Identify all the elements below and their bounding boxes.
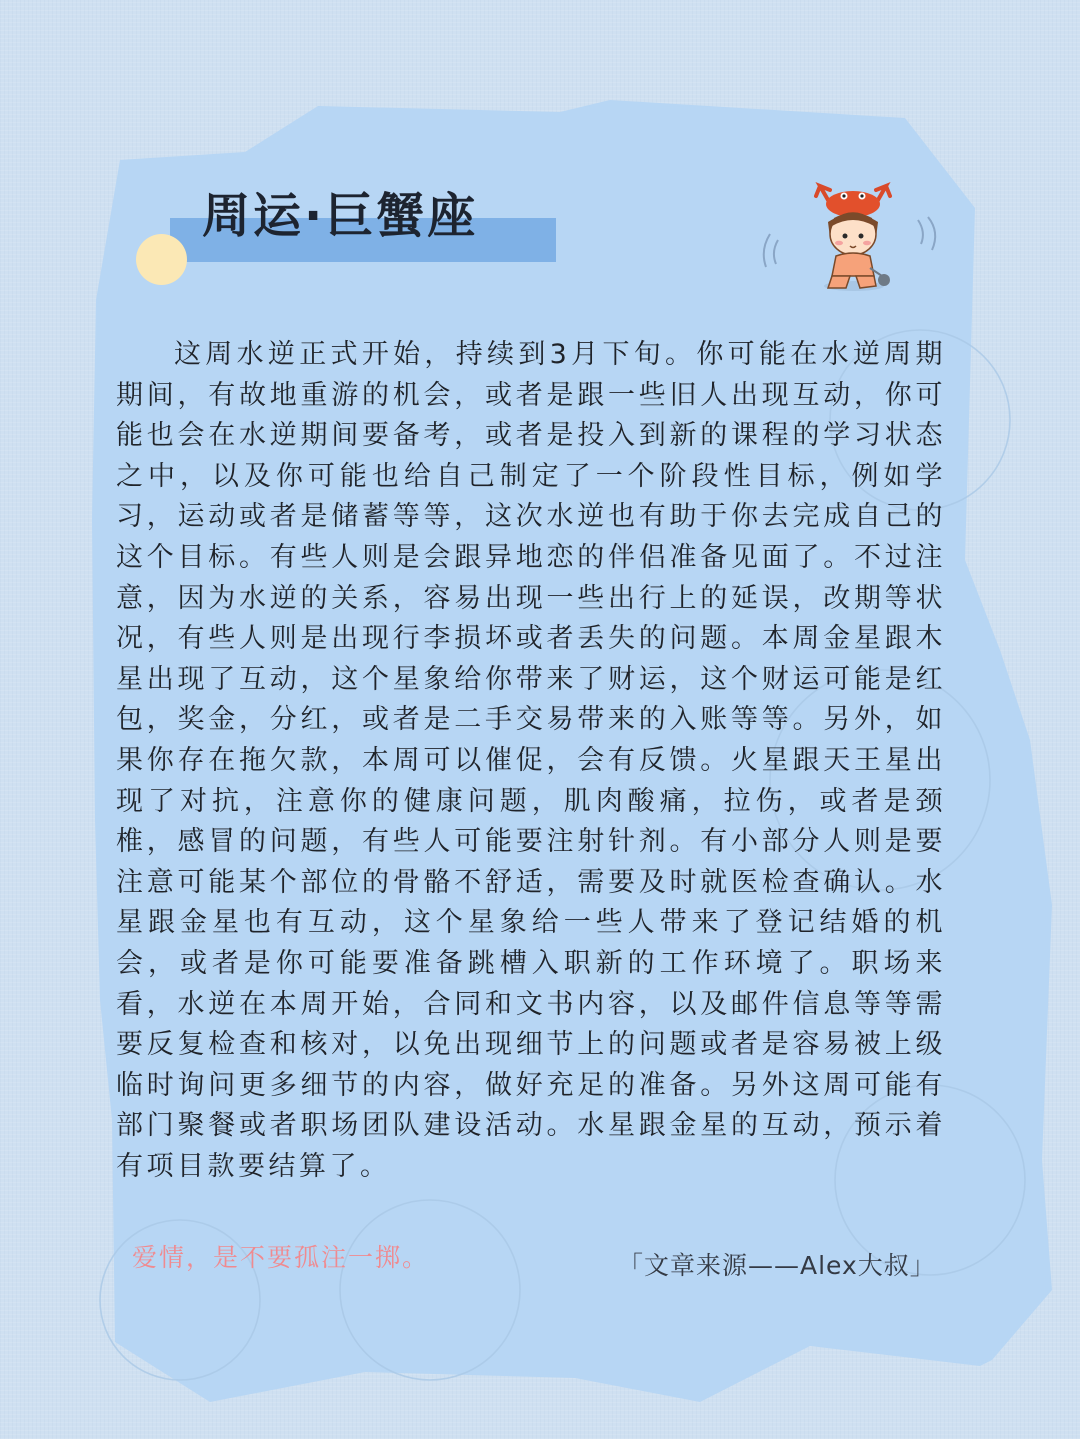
love-quote: 爱情，是不要孤注一掷。 (132, 1243, 430, 1272)
title-dot-decoration (136, 234, 187, 285)
article-source: 「文章来源——Alex大叔」 (618, 1251, 936, 1280)
crab-hat-child-mascot-icon (756, 172, 946, 302)
page-title: 周运·巨蟹座 (202, 188, 479, 244)
article-body: 这周水逆正式开始，持续到3月下旬。你可能在水逆周期期间，有故地重游的机会，或者是跟一些旧人出现互动，你可能也会在水逆期间要备考，或者是投入到新的课程的学习状态之中，以及你可能也给自己制定了一个阶段性目标，例如学习，运动或者是储蓄等等，这次水逆也有助于你去完成自己的这个目标。有些人则是会跟异地恋的伴侣准备见面了。不过注意，因为水逆的关系，容易出现一些出行上的延误，改期等状况，有些人则是出现行李损坏或者丢失的问题。本周金星跟木星出现了互动，这个星象给你带来了财运，这个财运可能是红包，奖金，分红，或者是二手交易带来的入账等等。另外，如果你存在拖欠款，本周可以催促，会有反馈。火星跟天王星出现了对抗，注意你的健康问题，肌肉酸痛，拉伤，或者是颈椎，感冒的问题，有些人可能要注射针剂。有小部分人则是要注意可能某个部位的骨骼不舒适，需要及时就医检查确认。水星跟金星也有互动，这个星象给一些人带来了登记结婚的机会，或者是你可能要准备跳槽入职新的工作环境了。职场来看，水逆在本周开始，合同和文书内容，以及邮件信息等等需要反复检查和核对，以免出现细节上的问题或者是容易被上级临时询问更多细节的内容，做好充足的准备。另外这周可能有部门聚餐或者职场团队建设活动。水星跟金星的互动，预示着有项目款要结算了。 (116, 339, 946, 1182)
